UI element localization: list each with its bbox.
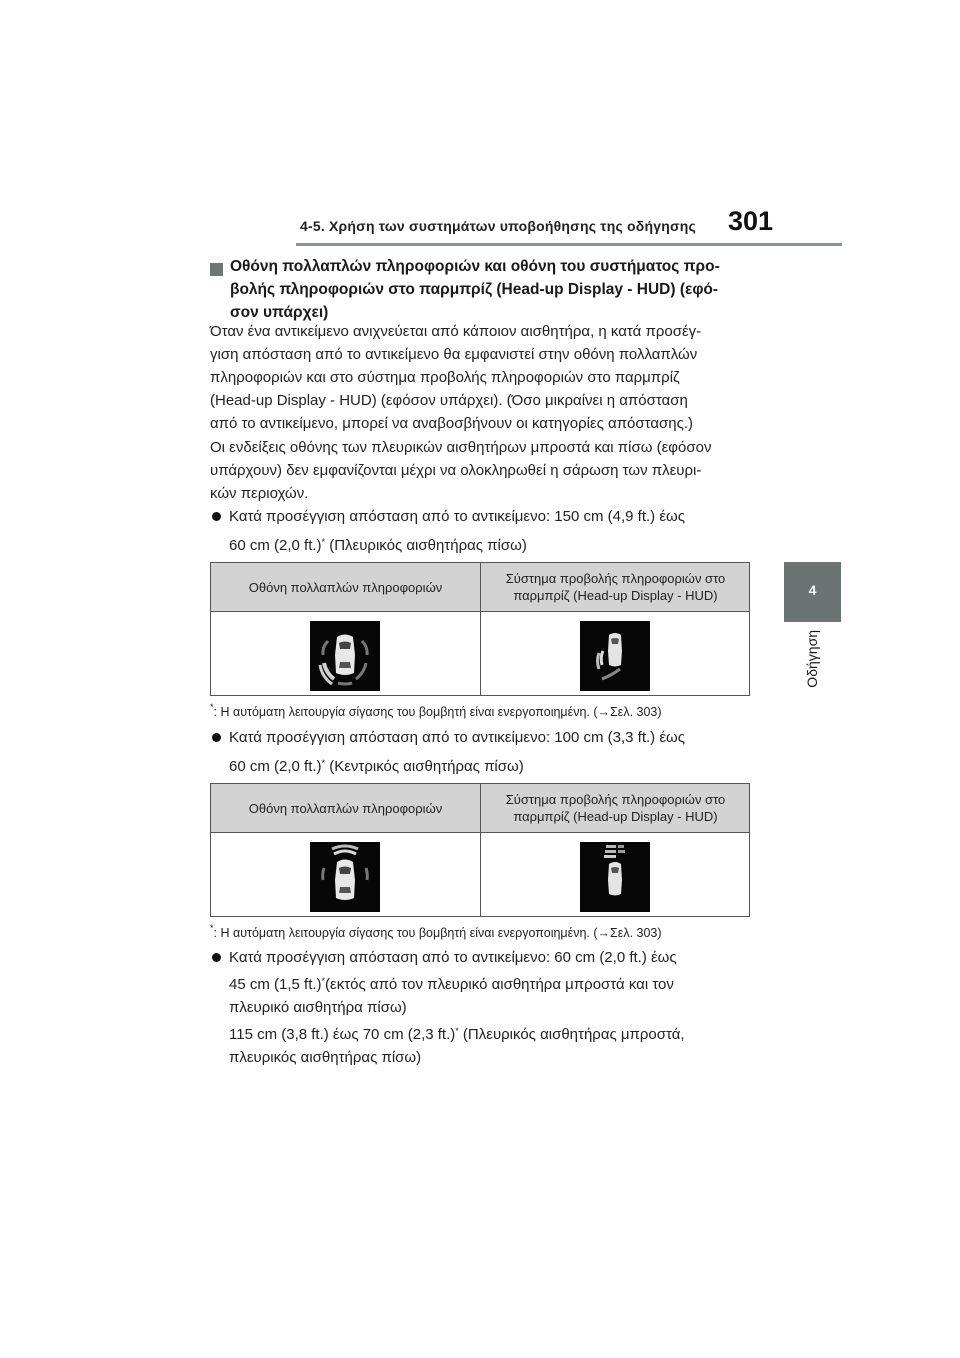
column-header-hud <box>481 563 750 611</box>
paragraph-line: πληροφοριών και στο σύστημα προβολής πληροφοριών στο παρμπρίζ <box>210 369 680 386</box>
car-rear-side-sensor-image <box>310 621 380 691</box>
bullet-item-3 <box>229 946 749 1069</box>
heading-line: Οθόνη πολλαπλών πληροφοριών και οθόνη του συστήματος προ- <box>230 258 720 275</box>
column-header-text: παρμπρίζ (Head-up Display - HUD) <box>513 809 718 824</box>
footnote-marker: * <box>210 702 214 712</box>
column-header-text: Σύστημα προβολής πληροφοριών στο <box>505 571 726 586</box>
heading-line: σον υπάρχει) <box>230 304 329 321</box>
paragraph-line: (Head-up Display - HUD) (εφόσον υπάρχει). (Όσο μικραίνει η απόσταση <box>210 392 688 409</box>
bullet-line <box>229 973 749 996</box>
bullet-line <box>229 534 749 557</box>
footnote-text: : Η αυτόματη λειτουργία σίγασης του βομβητή είναι ενεργοποιημένη. ( <box>213 926 598 940</box>
bullet-line <box>229 755 749 778</box>
paragraph-line: γιση απόσταση από το αντικείμενο θα εμφανιστεί στην οθόνη πολλαπλών <box>210 346 698 363</box>
bullet-icon <box>212 733 221 742</box>
column-header-mid <box>211 784 480 832</box>
mid-display-image <box>310 621 380 691</box>
heading-line: βολής πληροφοριών στο παρμπρίζ (Head-up Display - HUD) (εφό- <box>230 281 719 298</box>
paragraph-line: υπάρχουν) δεν εμφανίζονται μέχρι να ολοκληρωθεί η σάρωση των πλευρι- <box>210 462 702 479</box>
display-table-2 <box>210 783 750 917</box>
bullet-icon <box>212 953 221 962</box>
paragraph-1 <box>210 320 750 435</box>
paragraph-2 <box>210 436 750 505</box>
bullet-line: πλευρικό αισθητήρα πίσω) <box>229 999 407 1016</box>
footnote-marker: * <box>210 923 214 933</box>
bullet-icon <box>212 512 221 521</box>
column-header-text: Οθόνη πολλαπλών πληροφοριών <box>248 579 443 595</box>
column-header-text: Οθόνη πολλαπλών πληροφοριών <box>248 800 443 816</box>
footnote-marker: * <box>321 758 326 768</box>
distance-text: 115 cm (3,8 ft.) έως 70 cm (2,3 ft.) <box>229 1026 456 1043</box>
page-reference-link[interactable]: Σελ. 303) <box>610 705 662 719</box>
distance-text: 45 cm (1,5 ft.) <box>229 976 322 993</box>
bullet-item-2 <box>229 726 749 778</box>
chapter-label-text: Οδήγηση <box>804 630 820 688</box>
paragraph-line: κών περιοχών. <box>210 485 309 502</box>
page-number: 301 <box>728 206 774 236</box>
distance-text: 60 cm (2,0 ft.) <box>229 537 322 554</box>
car-rear-center-sensor-image <box>310 842 380 912</box>
header-divider <box>296 243 842 246</box>
paragraph-line: Οι ενδείξεις οθόνης των πλευρικών αισθητήρων μπροστά και πίσω (εφόσον <box>210 439 712 456</box>
paragraph-line: Όταν ένα αντικείμενο ανιχνεύεται από κάποιον αισθητήρα, η κατά προσέγ- <box>210 323 702 340</box>
distance-text: 60 cm (2,0 ft.) <box>229 758 322 775</box>
hud-display-image <box>580 621 650 691</box>
bullet-line: Κατά προσέγγιση απόσταση από το αντικείμενο: 100 cm (3,3 ft.) έως <box>229 729 685 746</box>
bullet-line: πλευρικός αισθητήρας πίσω) <box>229 1049 422 1066</box>
paragraph-line: από το αντικείμενο, μπορεί να αναβοσβήνουν οι κατηγορίες απόστασης.) <box>210 415 694 432</box>
column-header-mid <box>211 563 480 611</box>
bullet-line: Κατά προσέγγιση απόσταση από το αντικείμενο: 60 cm (2,0 ft.) έως <box>229 949 677 966</box>
sensor-text: (εκτός από τον πλευρικό αισθητήρα μπροστά και τον <box>325 976 674 993</box>
arrow-icon: → <box>597 926 611 940</box>
arrow-icon: → <box>597 705 611 719</box>
sensor-text: (Κεντρικός αισθητήρας πίσω) <box>325 758 524 775</box>
bullet-line <box>229 1023 749 1046</box>
chapter-label <box>782 630 842 710</box>
sensor-text: (Πλευρικός αισθητήρας πίσω) <box>325 537 527 554</box>
column-header-text: παρμπρίζ (Head-up Display - HUD) <box>513 588 718 603</box>
heading-square-icon <box>210 263 223 276</box>
bullet-line: Κατά προσέγγιση απόσταση από το αντικείμενο: 150 cm (4,9 ft.) έως <box>229 508 685 525</box>
hud-car-rear-center-sensor-image <box>580 842 650 912</box>
footnote-marker: * <box>455 1026 459 1036</box>
display-table-1 <box>210 562 750 696</box>
section-heading <box>230 255 750 324</box>
bullet-item-1 <box>229 505 749 557</box>
sensor-text: (Πλευρικός αισθητήρας μπροστά, <box>458 1026 685 1043</box>
hud-car-rear-side-sensor-image <box>580 621 650 691</box>
hud-display-image <box>580 842 650 912</box>
chapter-number: 4 <box>808 582 817 598</box>
page-reference-link[interactable]: Σελ. 303) <box>610 926 662 940</box>
column-header-hud <box>481 784 750 832</box>
column-header-text: Σύστημα προβολής πληροφοριών στο <box>505 792 726 807</box>
mid-display-image <box>310 842 380 912</box>
footnote-text: : Η αυτόματη λειτουργία σίγασης του βομβητή είναι ενεργοποιημένη. ( <box>213 705 598 719</box>
section-title: 4-5. Χρήση των συστημάτων υποβοήθησης της οδήγησης <box>300 218 696 234</box>
footnote-1 <box>210 702 662 719</box>
footnote-marker: * <box>321 976 326 986</box>
footnote-2 <box>210 923 662 940</box>
footnote-marker: * <box>321 537 326 547</box>
